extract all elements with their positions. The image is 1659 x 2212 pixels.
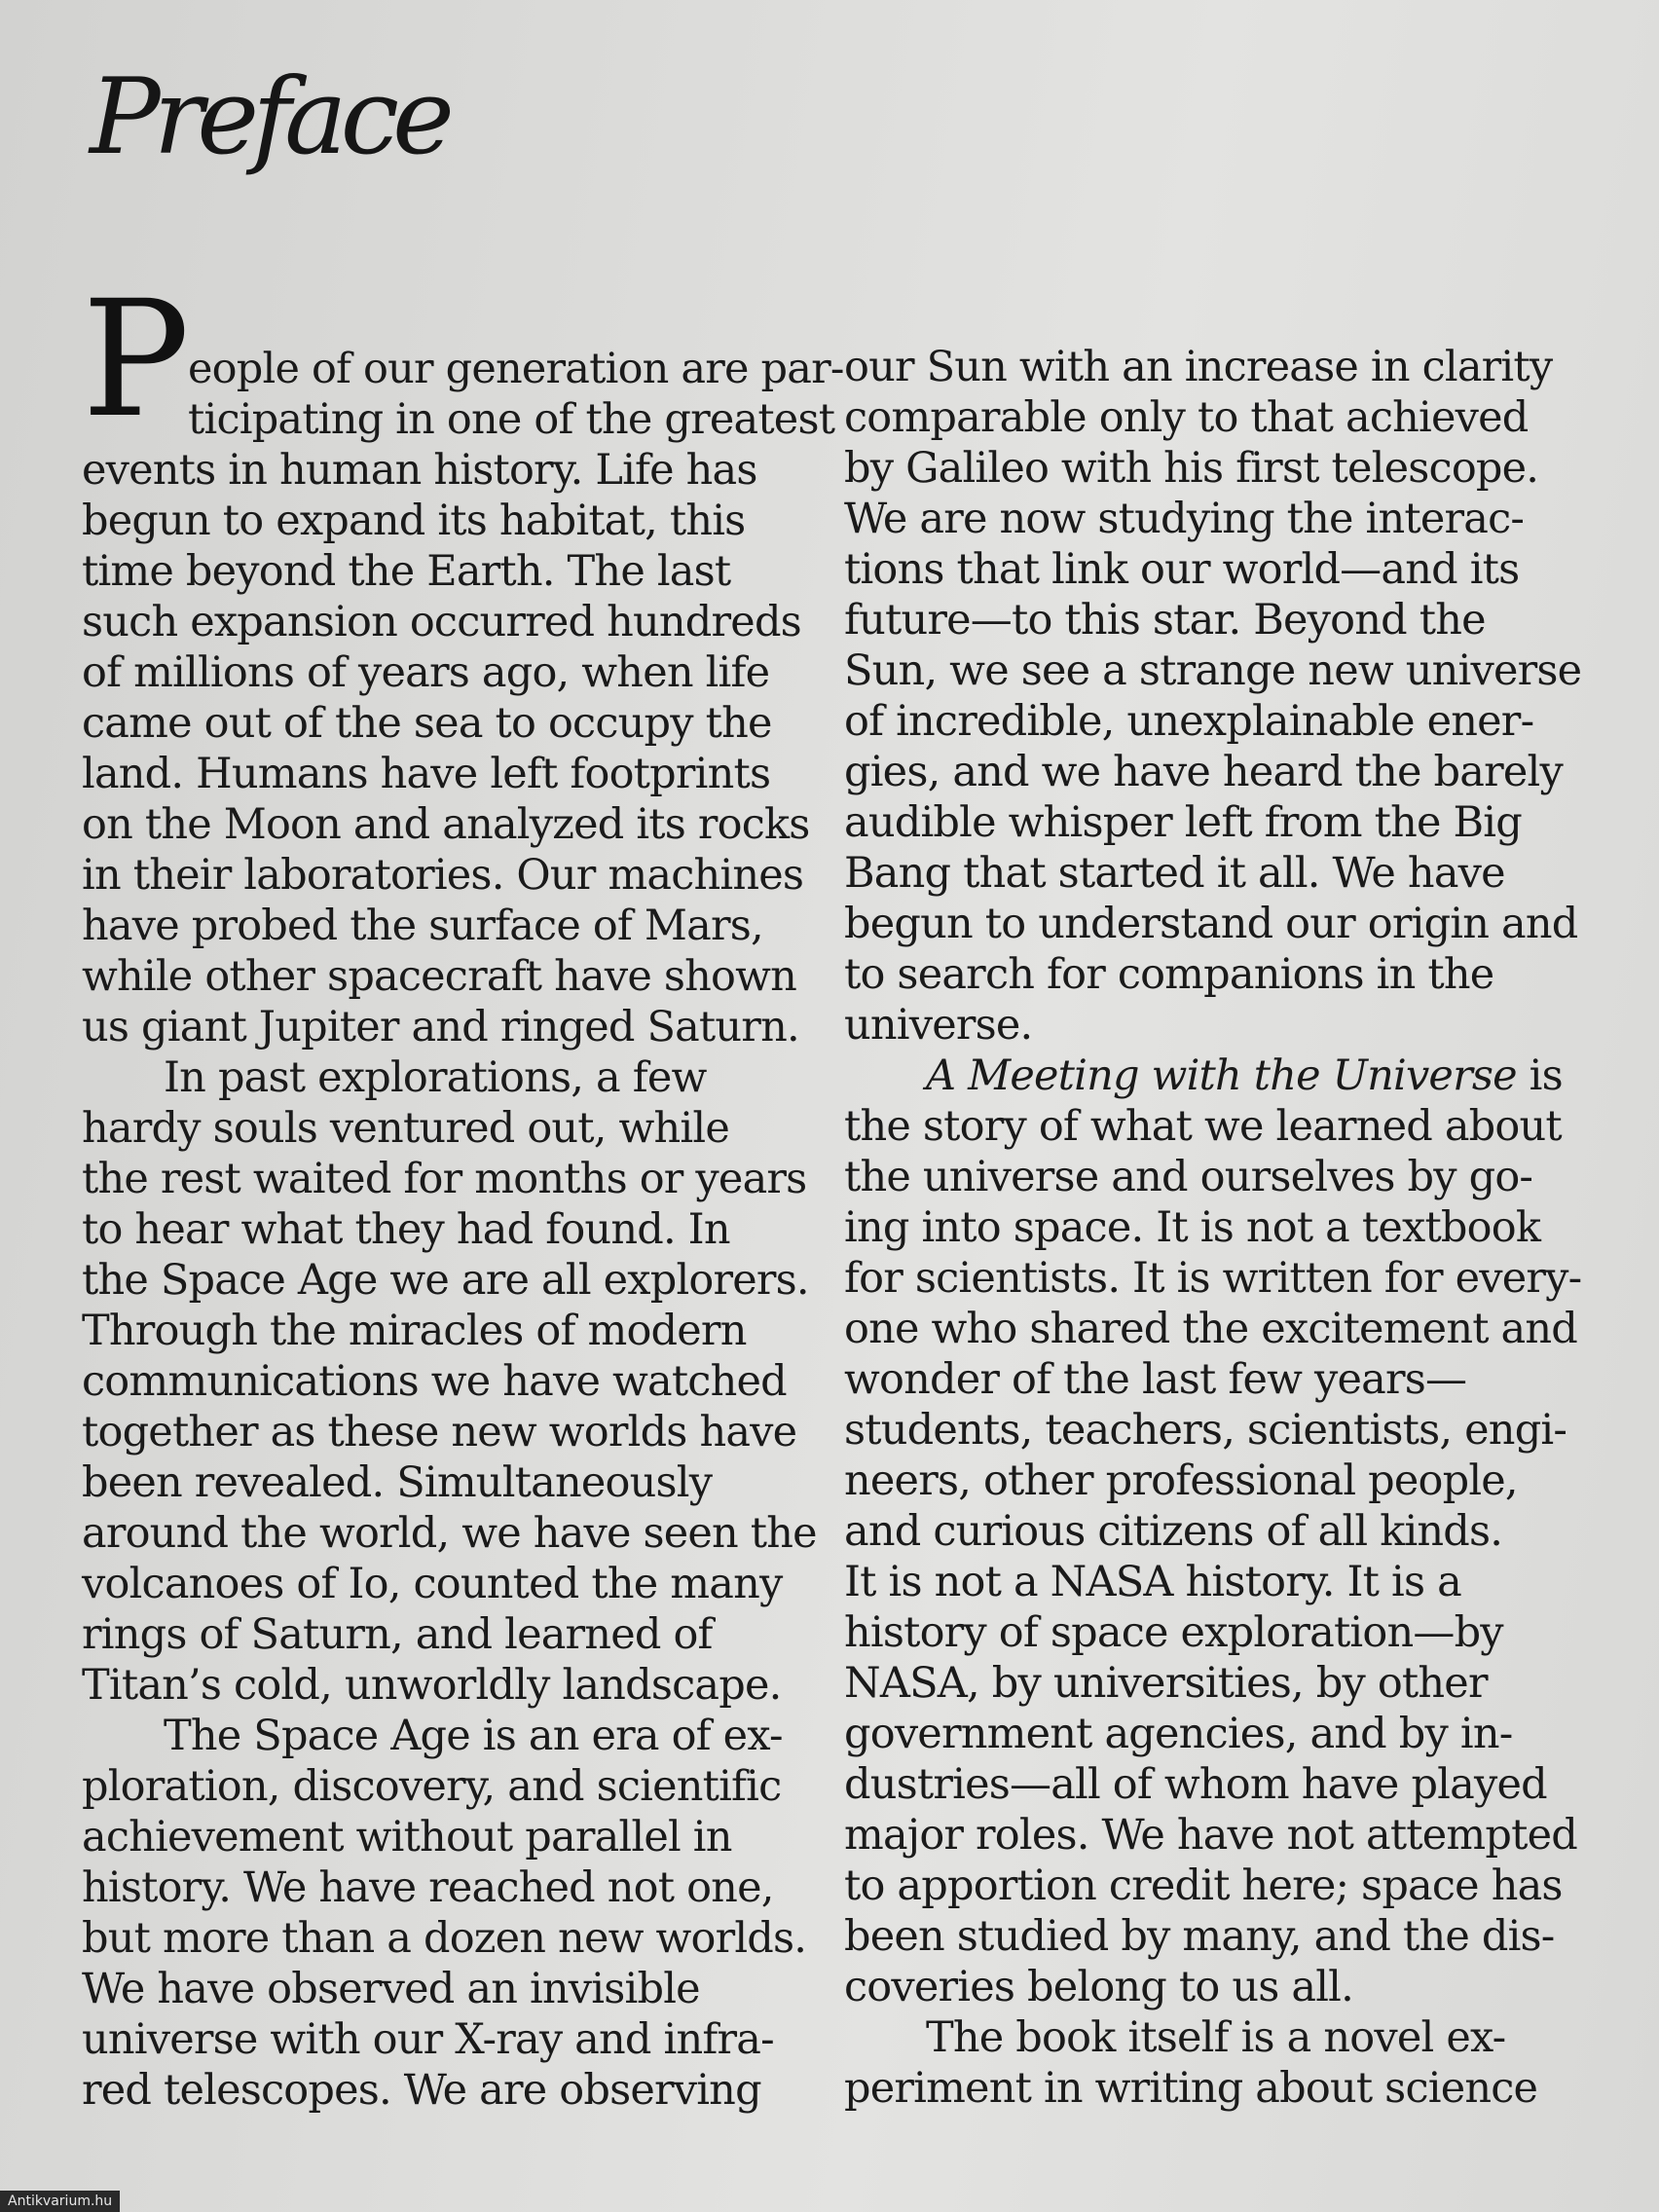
text-line: government agencies, and by in- <box>844 1710 1513 1758</box>
text-line: comparable only to that achieved <box>844 393 1529 442</box>
text-line: time beyond the Earth. The last <box>82 547 731 596</box>
text-line: audible whisper left from the Big <box>844 798 1522 847</box>
right-column <box>844 342 1584 2114</box>
drop-cap-lines <box>82 344 844 445</box>
text-line: while other spacecraft have shown <box>82 952 797 1001</box>
text-line: ploration, discovery, and scientific <box>82 1762 782 1811</box>
text-line: ticipating in one of the greatest <box>188 395 835 444</box>
book-title: A Meeting with the Universe <box>926 1051 1517 1100</box>
text-line: to hear what they had found. In <box>82 1205 730 1254</box>
text-line: tions that link our world—and its <box>844 545 1520 594</box>
text-line: been revealed. Simultaneously <box>82 1458 713 1507</box>
text-line: eople of our generation are par- <box>188 345 844 393</box>
text-line: the rest waited for months or years <box>82 1155 807 1203</box>
text-line: achievement without parallel in <box>82 1813 732 1862</box>
text-line: dustries—all of whom have played <box>844 1760 1547 1809</box>
text-line: the story of what we learned about <box>844 1102 1562 1151</box>
text-line: universe with our X-ray and infra- <box>82 2015 774 2064</box>
text-line: of millions of years ago, when life <box>82 648 770 697</box>
left-column <box>82 266 844 2116</box>
text-line: students, teachers, scientists, engi- <box>844 1406 1567 1455</box>
text-line: together as these new worlds have <box>82 1408 797 1456</box>
text-line: hardy souls ventured out, while <box>82 1104 729 1153</box>
text-line: It is not a NASA history. It is a <box>844 1558 1461 1606</box>
text-line: Bang that started it all. We have <box>844 849 1505 898</box>
text-line: events in human history. Life has <box>82 446 757 495</box>
text-line: We have observed an invisible <box>82 1965 700 2013</box>
text-line: came out of the sea to occupy the <box>82 699 772 748</box>
text-line: begun to expand its habitat, this <box>82 497 746 545</box>
text-line: history. We have reached not one, <box>82 1863 774 1912</box>
text-line: the universe and ourselves by go- <box>844 1153 1533 1201</box>
text-line: for scientists. It is written for every- <box>844 1254 1582 1303</box>
text-line: We are now studying the interac- <box>844 495 1525 543</box>
text-line: rings of Saturn, and learned of <box>82 1610 713 1659</box>
text-line: history of space exploration—by <box>844 1608 1503 1657</box>
text-line: future—to this star. Beyond the <box>844 596 1486 645</box>
text-line: volcanoes of Io, counted the many <box>82 1560 783 1608</box>
text-line: in their laboratories. Our machines <box>82 851 804 900</box>
text-line: on the Moon and analyzed its rocks <box>82 800 810 849</box>
text-line: NASA, by universities, by other <box>844 1659 1488 1708</box>
book-title-line <box>844 1051 1584 1101</box>
text-line: us giant Jupiter and ringed Saturn. <box>82 1003 799 1051</box>
text-line: Sun, we see a strange new universe <box>844 646 1582 695</box>
page-title: Preface <box>90 56 448 178</box>
text-line: ing into space. It is not a textbook <box>844 1203 1541 1252</box>
text-line: land. Humans have left footprints <box>82 750 771 798</box>
text-line: periment in writing about science <box>844 2064 1538 2113</box>
text-line: gies, and we have heard the barely <box>844 748 1563 796</box>
text-line: such expansion occurred hundreds <box>82 598 801 646</box>
text-line: have probed the surface of Mars, <box>82 902 763 950</box>
text-line: red telescopes. We are observing <box>82 2066 761 2115</box>
drop-cap: P <box>82 266 189 453</box>
text-line: the Space Age we are all explorers. <box>82 1256 809 1305</box>
text-line: The Space Age is an era of ex- <box>164 1712 783 1760</box>
text-line: In past explorations, a few <box>164 1053 707 1102</box>
text-line: wonder of the last few years— <box>844 1355 1467 1404</box>
text-line: but more than a dozen new worlds. <box>82 1914 807 1963</box>
text-line: begun to understand our origin and <box>844 900 1578 948</box>
text-line: Through the miracles of modern <box>82 1307 747 1355</box>
text-line: The book itself is a novel ex- <box>926 2013 1506 2062</box>
text-line: around the world, we have seen the <box>82 1509 817 1558</box>
text-line: coveries belong to us all. <box>844 1963 1353 2011</box>
text-line: universe. <box>844 1001 1033 1050</box>
watermark-label: Antikvarium.hu <box>0 2191 120 2212</box>
text-line: to search for companions in the <box>844 950 1494 999</box>
text-line: to apportion credit here; space has <box>844 1862 1563 1910</box>
text-line: Titan’s cold, unworldly landscape. <box>82 1661 782 1710</box>
text-line: one who shared the excitement and <box>844 1305 1578 1353</box>
text-line: major roles. We have not attempted <box>844 1811 1577 1860</box>
text-line: by Galileo with his first telescope. <box>844 444 1539 493</box>
text-line: and curious citizens of all kinds. <box>844 1507 1503 1556</box>
book-title-suffix: is <box>1516 1051 1563 1100</box>
text-line: been studied by many, and the dis- <box>844 1912 1555 1961</box>
text-line: our Sun with an increase in clarity <box>844 343 1553 391</box>
text-line: communications we have watched <box>82 1357 787 1406</box>
text-line: of incredible, unexplainable ener- <box>844 697 1534 746</box>
text-line: neers, other professional people, <box>844 1456 1518 1505</box>
